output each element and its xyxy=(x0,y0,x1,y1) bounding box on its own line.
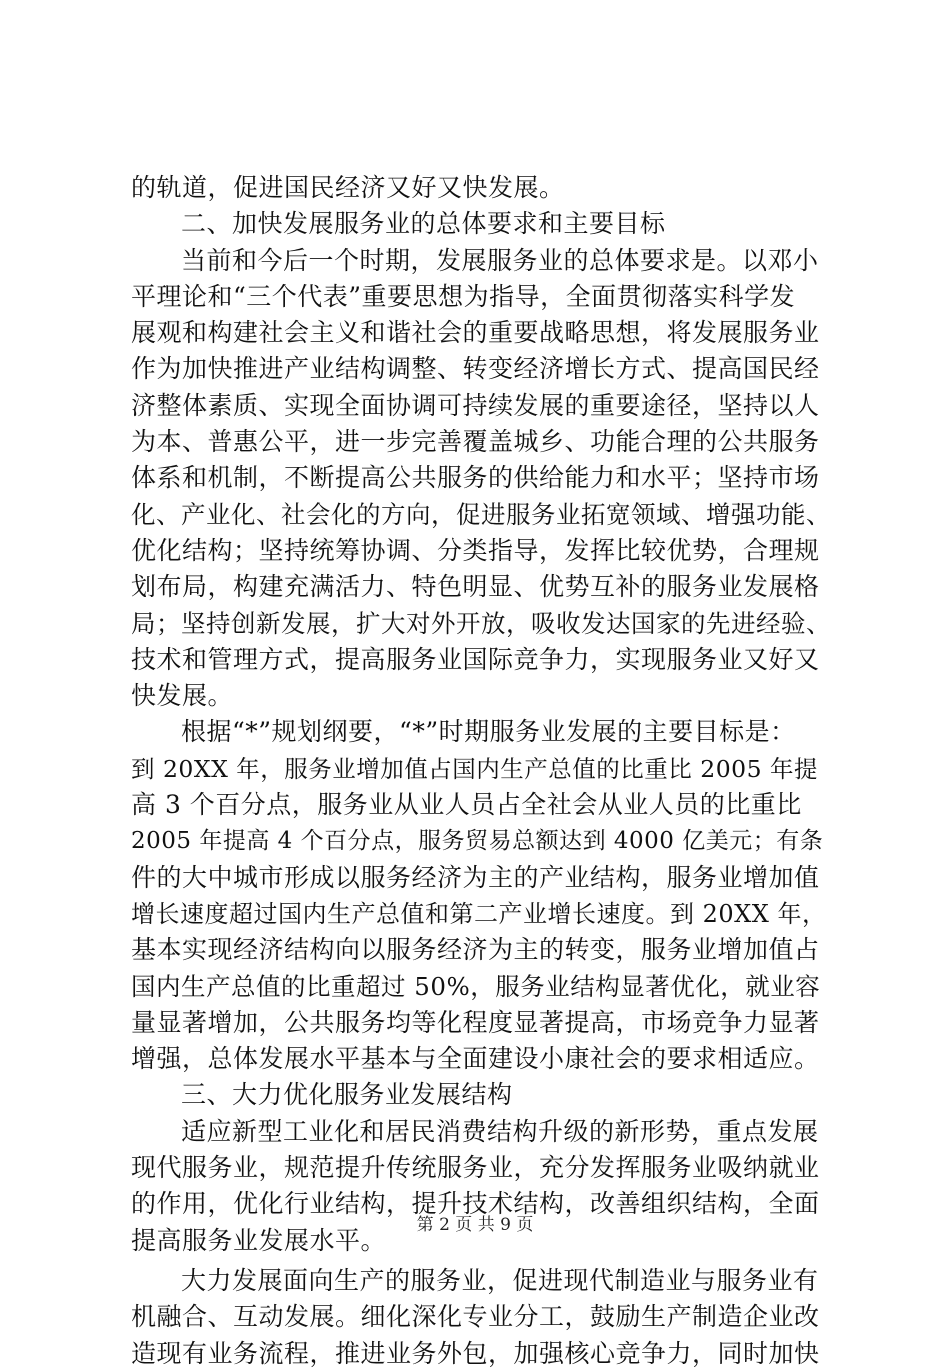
text-line: 化、产业化、社会化的方向，促进服务业拓宽领域、增强功能、 xyxy=(131,499,831,529)
document-body xyxy=(131,170,831,1372)
text-line: 增强，总体发展水平基本与全面建设小康社会的要求相适应。 xyxy=(131,1044,820,1074)
text-line: 大力发展面向生产的服务业，促进现代制造业与服务业有 xyxy=(181,1265,819,1295)
text-line: 到 20XX 年，服务业增加值占国内生产总值的比重比 2005 年提 xyxy=(131,754,819,783)
text-line: 量显著增加，公共服务均等化程度显著提高，市场竞争力显著 xyxy=(131,1007,820,1037)
text-line: 划布局，构建充满活力、特色明显、优势互补的服务业发展格 xyxy=(131,572,820,602)
text-line: 技术和管理方式，提高服务业国际竞争力，实现服务业又好又 xyxy=(131,644,820,674)
text-line: 现代服务业，规范提升传统服务业，充分发挥服务业吸纳就业 xyxy=(131,1153,820,1183)
text-line: 国内生产总值的比重超过 50%，服务业结构显著优化，就业容 xyxy=(131,971,821,1001)
text-line: 根据“*”规划纲要，“*”时期服务业发展的主要目标是： xyxy=(181,717,796,747)
text-line: 快发展。 xyxy=(131,681,234,711)
text-line: 为本、普惠公平，进一步完善覆盖城乡、功能合理的公共服务 xyxy=(131,427,820,457)
text-line: 造现有业务流程，推进业务外包，加强核心竞争力，同时加快 xyxy=(131,1338,820,1368)
text-line: 展观和构建社会主义和谐社会的重要战略思想，将发展服务业 xyxy=(131,318,820,348)
section-heading: 二、加快发展服务业的总体要求和主要目标 xyxy=(181,209,666,239)
text-line: 作为加快推进产业结构调整、转变经济增长方式、提高国民经 xyxy=(131,354,820,384)
text-line: 增长速度超过国内生产总值和第二产业增长速度。到 20XX 年， xyxy=(131,899,827,928)
section-heading: 三、大力优化服务业发展结构 xyxy=(181,1080,513,1110)
text-line: 优化结构；坚持统筹协调、分类指导，发挥比较优势，合理规 xyxy=(131,535,820,565)
text-line: 体系和机制，不断提高公共服务的供给能力和水平；坚持市场 xyxy=(131,463,820,493)
text-line: 济整体素质、实现全面协调可持续发展的重要途径，坚持以人 xyxy=(131,390,820,420)
text-line: 2005 年提高 4 个百分点，服务贸易总额达到 4000 亿美元；有条 xyxy=(131,828,824,855)
text-line: 局；坚持创新发展，扩大对外开放，吸收发达国家的先进经验、 xyxy=(131,608,831,638)
text-line: 的作用，优化行业结构，提升技术结构，改善组织结构，全面 xyxy=(131,1189,820,1219)
text-line: 机融合、互动发展。细化深化专业分工，鼓励生产制造企业改 xyxy=(131,1302,820,1332)
text-line: 当前和今后一个时期，发展服务业的总体要求是。以邓小 xyxy=(181,245,819,275)
text-line: 的轨道，促进国民经济又好又快发展。 xyxy=(131,173,565,202)
text-line: 件的大中城市形成以服务经济为主的产业结构，服务业增加值 xyxy=(131,862,820,892)
page-footer: 第 2 页 共 9 页 xyxy=(416,1215,534,1235)
text-line: 平理论和“三个代表”重要思想为指导，全面贯彻落实科学发 xyxy=(131,281,796,311)
text-line: 提高服务业发展水平。 xyxy=(131,1225,387,1255)
text-line: 适应新型工业化和居民消费结构升级的新形势，重点发展 xyxy=(181,1116,819,1146)
text-line: 高 3 个百分点，服务业从业人员占全社会从业人员的比重比 xyxy=(131,790,802,820)
text-line: 基本实现经济结构向以服务经济为主的转变，服务业增加值占 xyxy=(131,935,820,965)
